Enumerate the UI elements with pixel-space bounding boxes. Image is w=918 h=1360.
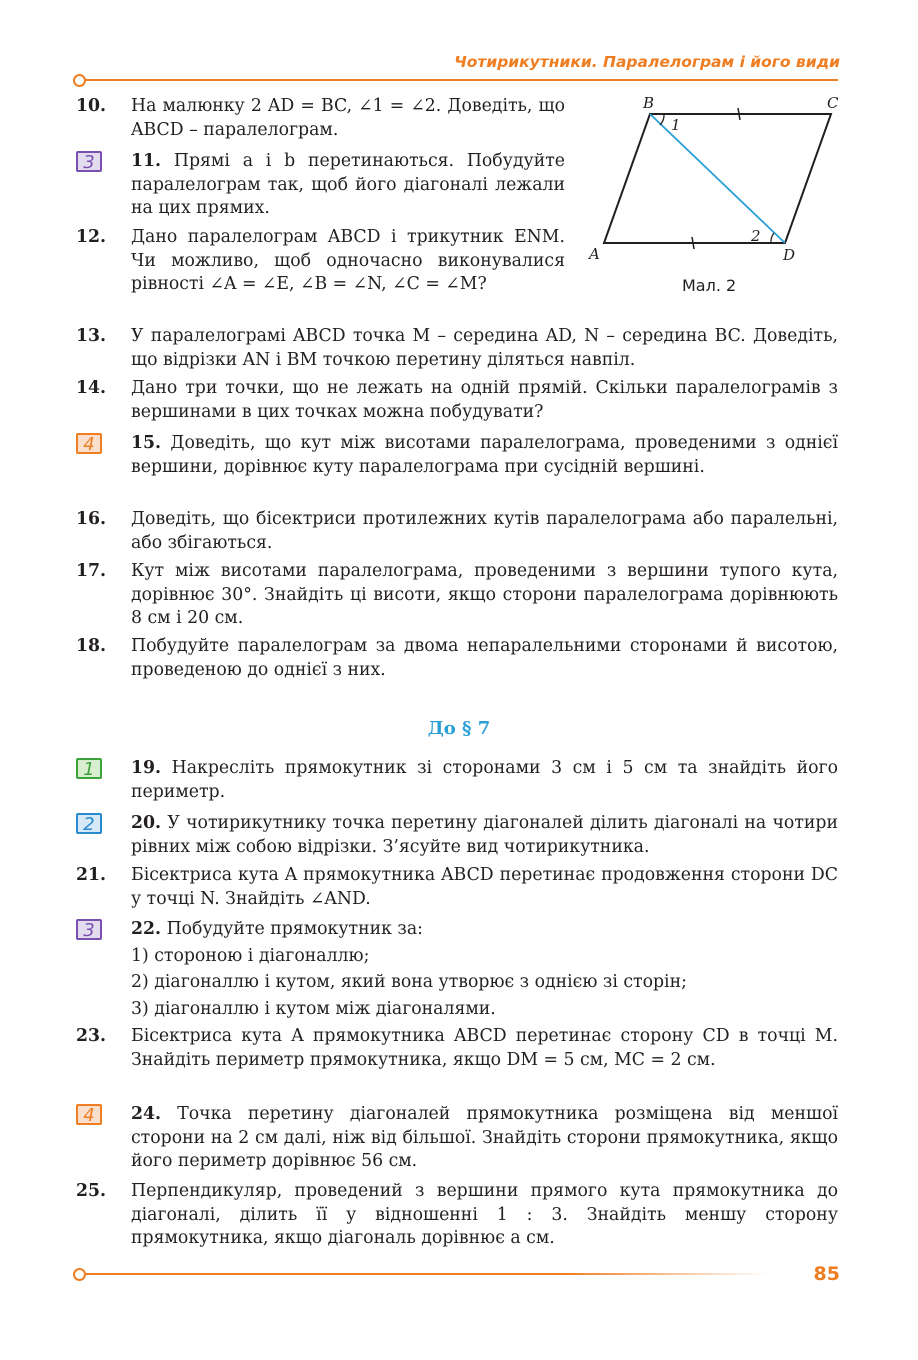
figure-parallelogram bbox=[585, 92, 855, 276]
problem-number: 22. bbox=[131, 919, 162, 939]
problem-number: 23. bbox=[76, 1026, 107, 1046]
vertex-label-a: A bbox=[589, 245, 600, 263]
problem-number: 16. bbox=[76, 509, 107, 529]
problem-text: Кут між висотами паралелограма, проведеними з вершини тупого кута, дорівнює 30°. Знайдіть ці висоти, якщо сторони паралелограма дорівнюють 8 см і 20 см. bbox=[131, 561, 838, 628]
problem-number: 11. bbox=[131, 151, 162, 171]
problem-number: 10. bbox=[76, 96, 107, 116]
difficulty-level-badge: 4 bbox=[76, 1104, 102, 1125]
problem-number: 12. bbox=[76, 227, 107, 247]
tick-mark-bc bbox=[738, 108, 740, 120]
footer-rule-dot bbox=[73, 1268, 86, 1281]
tick-mark-ad bbox=[692, 237, 694, 249]
problem-text bbox=[131, 757, 838, 804]
problem-text: Побудуйте паралелограм за двома непаралельними сторонами й висотою, проведеною до однієї з них. bbox=[131, 636, 838, 680]
problem-number: 25. bbox=[76, 1181, 107, 1201]
problem-text: У паралелограмі ABCD точка M – середина AD, N – середина BC. Доведіть, що відрізки AN і BM точкою перетину діляться навпіл. bbox=[131, 326, 838, 370]
difficulty-level-badge: 3 bbox=[76, 919, 102, 940]
footer-rule bbox=[80, 1273, 770, 1275]
sub-item: 3) діагоналлю і кутом між діагоналями. bbox=[131, 998, 496, 1019]
header-rule-dot bbox=[73, 74, 86, 87]
problem-number: 20. bbox=[131, 813, 162, 833]
problem-text bbox=[131, 432, 838, 479]
problem-number: 13. bbox=[76, 326, 107, 346]
problem-body: Накресліть прямокутник зі сторонами 3 см і 5 см та знайдіть його периметр. bbox=[131, 758, 838, 802]
vertex-label-c: C bbox=[827, 94, 839, 112]
angle-arc-2 bbox=[771, 233, 774, 243]
sub-item: 2) діагоналлю і кутом, який вона утворює з однією зі сторін; bbox=[131, 972, 687, 992]
problem-body: У чотирикутнику точка перетину діагоналей ділить діагоналі на чотири рівних між собою відрізки. З’ясуйте вид чотирикутника. bbox=[131, 813, 838, 857]
problem-text: Доведіть, що бісектриси протилежних кутів паралелограма або паралельні, або збігаються. bbox=[131, 509, 838, 553]
problem-number: 18. bbox=[76, 636, 107, 656]
problem-number: 17. bbox=[76, 561, 107, 581]
problem-number: 19. bbox=[131, 758, 162, 778]
angle-label-2: 2 bbox=[751, 227, 761, 245]
problem-text: Дано паралелограм ABCD і трикутник ENM. Чи можливо, щоб одночасно виконувалися рівності ∠A = ∠E, ∠B = ∠N, ∠C = ∠M? bbox=[131, 227, 565, 294]
problem-text: Дано три точки, що не лежать на одній прямій. Скільки паралелограмів з вершинами в цих точках можна побудувати? bbox=[131, 378, 838, 422]
problem-number: 15. bbox=[131, 433, 162, 453]
difficulty-level-badge: 3 bbox=[76, 151, 102, 172]
problem-text bbox=[131, 812, 838, 859]
problem-stem bbox=[131, 918, 838, 942]
running-header-title: Чотирикутники. Паралелограм і його види bbox=[454, 53, 840, 71]
problem-number: 14. bbox=[76, 378, 107, 398]
problem-body: Прямі a і b перетинаються. Побудуйте паралелограм так, щоб його діагоналі лежали на цих прямих. bbox=[131, 151, 565, 218]
header-rule bbox=[80, 79, 838, 81]
problem-text bbox=[131, 918, 838, 1021]
angle-label-1: 1 bbox=[671, 116, 681, 134]
vertex-label-d: D bbox=[783, 246, 796, 264]
problem-body: Доведіть, що кут між висотами паралелограма, проведеними з однієї вершини, дорівнює куту паралелограма при сусідній вершині. bbox=[131, 433, 838, 477]
angle-arc-1 bbox=[660, 115, 664, 125]
parallelogram-diagram bbox=[585, 92, 855, 272]
difficulty-level-badge: 1 bbox=[76, 758, 102, 779]
problem-text: Перпендикуляр, проведений з вершини прямого кута прямокутника до діагоналі, ділить її у відношенні 1 : 3. Знайдіть меншу сторону прямокутника, якщо діагональ дорівнює a см. bbox=[131, 1181, 838, 1248]
problem-text: На малюнку 2 AD = BC, ∠1 = ∠2. Доведіть, що ABCD – паралелограм. bbox=[131, 96, 565, 140]
page-number: 85 bbox=[813, 1263, 840, 1285]
problem-number: 24. bbox=[131, 1104, 162, 1124]
problem-text: Бісектриса кута A прямокутника ABCD перетинає сторону CD в точці M. Знайдіть периметр прямокутника, якщо DM = 5 см, MC = 2 см. bbox=[131, 1026, 838, 1070]
problem-text: Бісектриса кута A прямокутника ABCD перетинає продовження сторони DC у точці N. Знайдіть ∠AND. bbox=[131, 865, 838, 909]
difficulty-level-badge: 2 bbox=[76, 813, 102, 834]
section-title: До § 7 bbox=[427, 718, 491, 739]
problem-text bbox=[131, 1103, 838, 1174]
figure-caption: Мал. 2 bbox=[682, 276, 737, 295]
problem-body: Побудуйте прямокутник за: bbox=[166, 919, 423, 939]
problem-body: Точка перетину діагоналей прямокутника розміщена від меншої сторони на 2 см далі, ніж від більшої. Знайдіть сторони прямокутника, якщо його периметр дорівнює 56 см. bbox=[131, 1104, 838, 1171]
sub-item: 1) стороною і діагоналлю; bbox=[131, 945, 370, 966]
vertex-label-b: B bbox=[643, 94, 655, 112]
problem-number: 21. bbox=[76, 865, 107, 885]
problem-text bbox=[131, 150, 565, 221]
difficulty-level-badge: 4 bbox=[76, 433, 102, 454]
